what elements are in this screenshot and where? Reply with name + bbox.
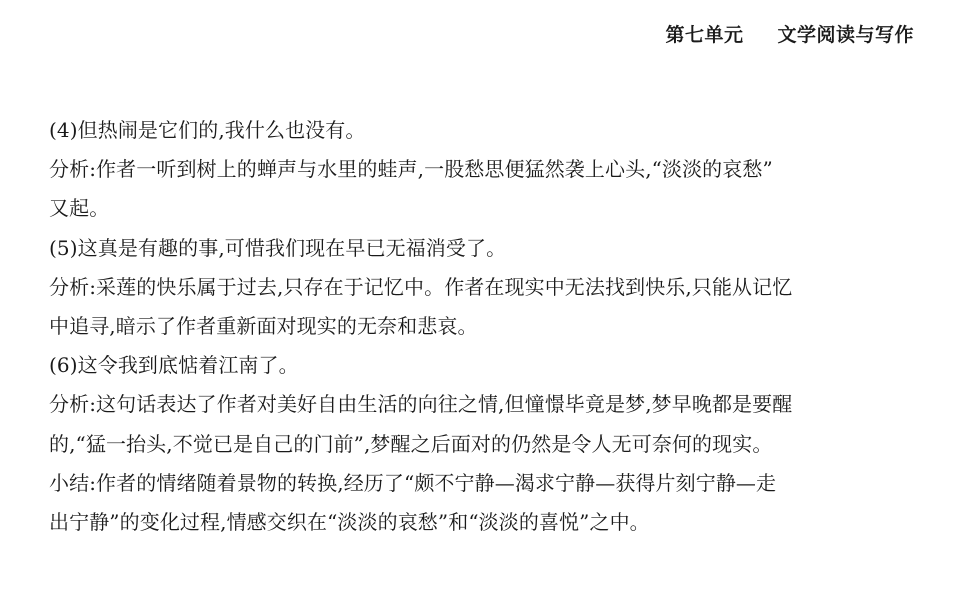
analysis-6-line-1: 分析:这句话表达了作者对美好自由生活的向往之情,但憧憬毕竟是梦,梦早晚都是要醒 <box>49 392 793 417</box>
quote-line-5: (5)这真是有趣的事,可惜我们现在早已无福消受了。 <box>49 235 507 260</box>
quote-line-4: (4)但热闹是它们的,我什么也没有。 <box>49 118 366 142</box>
running-header <box>665 20 914 47</box>
quote-line-6: (6)这令我到底惦着江南了。 <box>49 353 299 378</box>
summary-line-2: 出宁静”的变化过程,情感交织在“淡淡的哀愁”和“淡淡的喜悦”之中。 <box>49 509 650 534</box>
analysis-4-line-1: 分析:作者一听到树上的蝉声与水里的蛙声,一股愁思便猛然袭上心头,“淡淡的哀愁” <box>49 157 773 182</box>
section-title: 文学阅读与写作 <box>777 24 914 46</box>
unit-title: 第七单元 <box>665 24 744 46</box>
analysis-5-line-2: 中追寻,暗示了作者重新面对现实的无奈和悲哀。 <box>49 313 478 338</box>
summary-line-1: 小结:作者的情绪随着景物的转换,经历了“颇不宁静—渴求宁静—获得片刻宁静—走 <box>49 470 777 495</box>
analysis-5-line-1: 分析:采莲的快乐属于过去,只存在于记忆中。作者在现实中无法找到快乐,只能从记忆 <box>49 274 793 299</box>
analysis-6-line-2: 的,“猛一抬头,不觉已是自己的门前”,梦醒之后面对的仍然是令人无可奈何的现实。 <box>49 431 773 456</box>
text-body <box>49 111 849 542</box>
analysis-4-line-2: 又起。 <box>49 196 110 221</box>
